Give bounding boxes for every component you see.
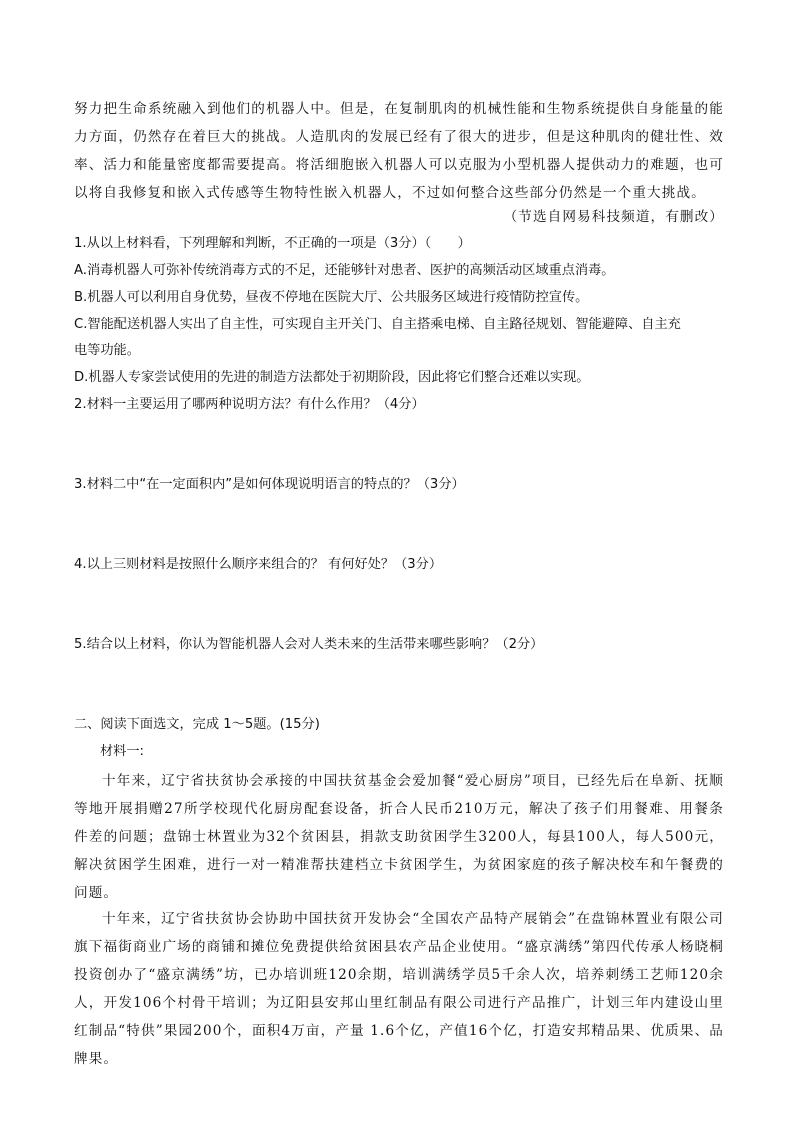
section-heading: 二、阅读下面选文，完成 1～5题。(15分) xyxy=(74,717,320,732)
question-5: 5.结合以上材料，你认为智能机器人会对人类未来的生活带来哪些影响？（2分） xyxy=(74,637,544,652)
question-1: 1.从以上材料看，下列理解和判断，不正确的一项是（3分）（ ） xyxy=(74,236,471,251)
material-paragraph: 努力把生命系统融入到他们的机器人中。但是，在复制肌肉的机械性能和生物系统提供自身能量的能力方面，仍然存在着巨大的挑战。人造肌肉的发展已经有了很大的进步，但是这种肌肉的健壮性、效率、活力和能量密度都需要提高。将活细胞嵌入机器人可以克服为小型机器人提供动力的难题，也可以将自我修复和嵌入式传感等生物特性嵌入机器人，不过如何整合这些部分仍然是一个重大挑战。 xyxy=(74,101,724,201)
material-paragraph: 十年来，辽宁省扶贫协会承接的中国扶贫基金会爱加餐“爱心厨房”项目，已经先后在阜新、抚顺等地开展捐赠27所学校现代化厨房配套设备，折合人民币210万元，解决了孩子们用餐难、用餐条件差的问题；盘锦士林置业为32个贫困县，捐款支助贫困学生3200人，每县100人，每人500元，解决贫困学生困难，进行一对一精准帮扶建档立卡贫困学生，为贫困家庭的孩子解决校车和午餐费的问题。 xyxy=(74,773,724,901)
option-c-continued: 电等功能。 xyxy=(74,343,140,358)
option-a: A.消毒机器人可弥补传统消毒方式的不足，还能够针对患者、医护的高频活动区域重点消毒。 xyxy=(74,263,615,278)
material-label: 材料一: xyxy=(100,744,145,759)
material-paragraph: 十年来，辽宁省扶贫协会协助中国扶贫开发协会“全国农产品特产展销会”在盘锦林置业有限公司旗下福街商业广场的商铺和摊位免费提供给贫困县农产品企业使用。“盛京满绣”第四代传承人杨晓桐投资创办了“盛京满绣”坊，已办培训班120余期，培训满绣学员5千余人次，培养刺绣工艺师120余人，开发106个村骨干培训；为辽阳县安邦山里红制品有限公司进行产品推广，计划三年内建设山里红制品“特供”果园200个，面积4万亩，产量 1.6个亿，产值16个亿，打造安邦精品果、优质果、品牌果。 xyxy=(74,911,724,1067)
source-note: （节选自网易科技频道，有删改） xyxy=(503,209,724,225)
option-d: D.机器人专家尝试使用的先进的制造方法都处于初期阶段，因此将它们整合还难以实现。 xyxy=(74,370,590,385)
question-2: 2.材料一主要运用了哪两种说明方法？有什么作用？（4分） xyxy=(74,397,425,412)
question-4: 4.以上三则材料是按照什么顺序来组合的？ 有何好处？（3分） xyxy=(74,557,443,572)
option-c: C.智能配送机器人实出了自主性，可实现自主开关门、自主搭乘电梯、自主路径规划、智能避障、自主充 xyxy=(74,317,681,332)
question-3: 3.材料二中“在一定面积内”是如何体现说明语言的特点的？（3分） xyxy=(74,477,465,492)
option-b: B.机器人可以利用自身优势，昼夜不停地在医院大厅、公共服务区域进行疫情防控宣传。 xyxy=(74,290,589,305)
